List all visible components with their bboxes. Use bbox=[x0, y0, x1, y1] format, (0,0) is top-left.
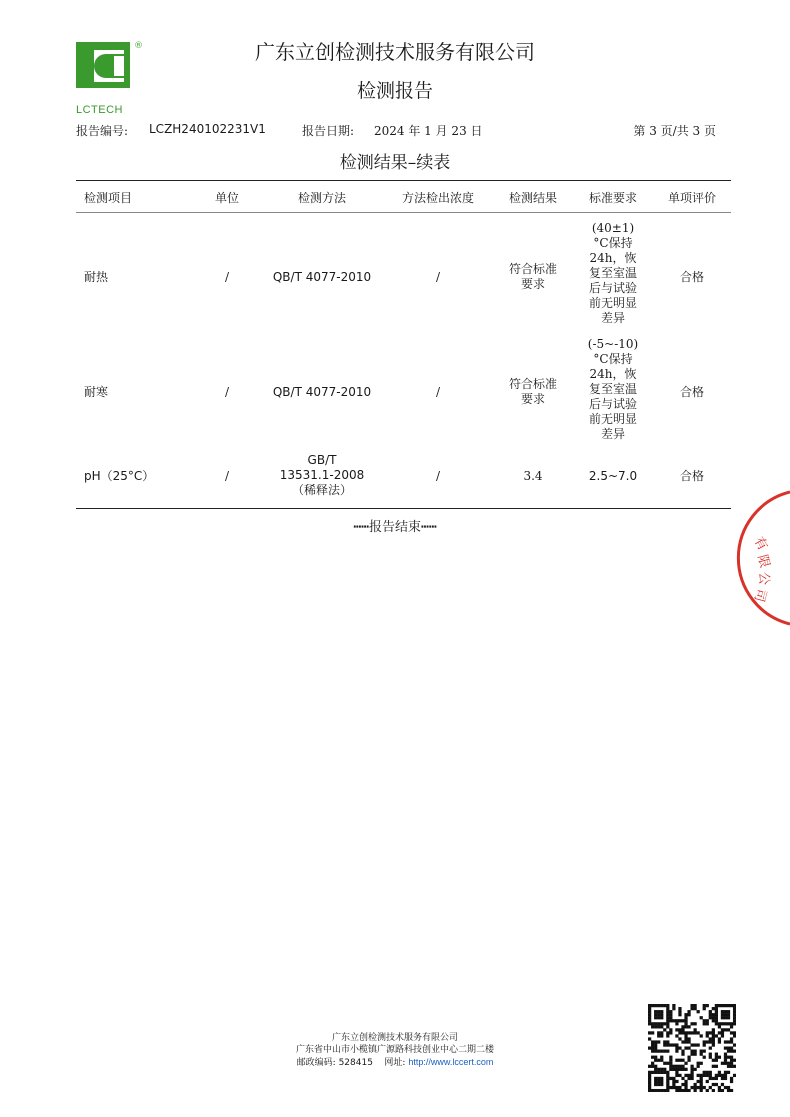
section-title: 检测结果–续表 bbox=[339, 153, 451, 173]
row-evaluation: 合格 bbox=[679, 385, 704, 399]
qr-code-icon bbox=[648, 1004, 736, 1092]
row-result: 符合标准 要求 bbox=[508, 377, 557, 406]
svg-text:司: 司 bbox=[750, 586, 769, 604]
registered-mark: ® bbox=[134, 41, 143, 51]
row-result: 3.4 bbox=[523, 469, 543, 483]
report-end-marker: ┅┅报告结束┅┅ bbox=[353, 520, 437, 535]
row-requirement: (-5~-10) °C保持 24h，恢 复至室温 后与试验 前无明显 差异 bbox=[587, 337, 639, 441]
row-detection: / bbox=[435, 385, 441, 399]
row-item: pH（25°C） bbox=[84, 469, 155, 483]
header-detection: 方法检出浓度 bbox=[401, 191, 474, 205]
report-date: 2024 年 1 月 23 日 bbox=[374, 124, 483, 138]
row-unit: / bbox=[224, 270, 230, 284]
footer-contact: 邮政编码: 528415 网址: http://www.lccert.com bbox=[296, 1057, 494, 1068]
report-no: LCZH240102231V1 bbox=[149, 122, 266, 136]
row-evaluation: 合格 bbox=[679, 469, 704, 483]
page-indicator: 第 3 页/共 3 页 bbox=[633, 124, 716, 138]
website-link[interactable]: http://www.lccert.com bbox=[408, 1057, 494, 1067]
row-detection: / bbox=[435, 270, 441, 284]
table-bottom-rule bbox=[76, 508, 731, 509]
header-unit: 单位 bbox=[214, 191, 239, 205]
company-seal-stamp bbox=[730, 488, 790, 628]
header-result: 检测结果 bbox=[508, 191, 557, 205]
footer-company: 广东立创检测技术服务有限公司 bbox=[331, 1033, 458, 1043]
row-evaluation: 合格 bbox=[679, 270, 704, 284]
company-name: 广东立创检测技术服务有限公司 bbox=[255, 40, 535, 64]
row-method: QB/T 4077-2010 bbox=[272, 385, 372, 399]
logo-text: LCTECH bbox=[76, 104, 124, 116]
row-detection: / bbox=[435, 469, 441, 483]
table-header-rule bbox=[76, 212, 731, 213]
row-item: 耐寒 bbox=[84, 385, 109, 399]
row-unit: / bbox=[224, 385, 230, 399]
report-date-label: 报告日期: bbox=[302, 124, 355, 138]
report-title: 检测报告 bbox=[356, 80, 433, 102]
header-evaluation: 单项评价 bbox=[667, 191, 716, 205]
row-unit: / bbox=[224, 469, 230, 483]
report-no-label: 报告编号: bbox=[76, 124, 129, 138]
row-requirement: (40±1) °C保持 24h，恢 复至室温 后与试验 前无明显 差异 bbox=[588, 221, 637, 325]
header-requirement: 标准要求 bbox=[588, 191, 637, 205]
footer-address: 广东省中山市小榄镇广源路科技创业中心二期二楼 bbox=[295, 1045, 494, 1055]
row-requirement: 2.5~7.0 bbox=[588, 469, 638, 483]
row-method: GB/T 13531.1-2008 （稀释法） bbox=[279, 453, 365, 497]
table-top-rule bbox=[76, 180, 731, 181]
svg-text:限: 限 bbox=[754, 553, 772, 570]
header-item: 检测项目 bbox=[84, 191, 133, 205]
svg-text:有: 有 bbox=[750, 534, 771, 554]
header-method: 检测方法 bbox=[297, 191, 346, 205]
row-result: 符合标准 要求 bbox=[508, 262, 557, 291]
row-item: 耐热 bbox=[84, 270, 109, 284]
row-method: QB/T 4077-2010 bbox=[272, 270, 372, 284]
svg-text:公: 公 bbox=[756, 572, 771, 586]
